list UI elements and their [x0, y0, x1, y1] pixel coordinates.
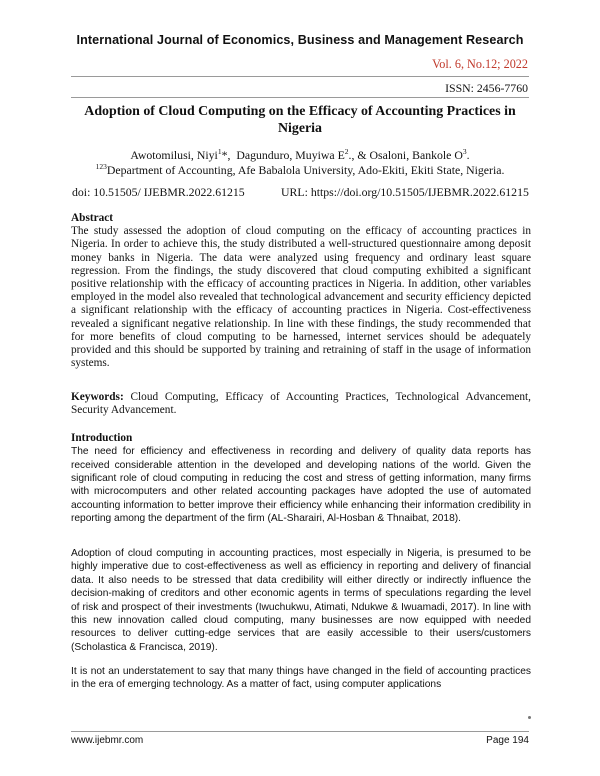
- introduction-paragraph-1: The need for efficiency and effectiveness in recording and delivery of quality data reports has received considerable attention in the developed and developing nations of the world. Given the significant role of cloud computing in reducing the cost and stress of getting information, many firms with microcomputers and other related accounting packages have adopted the use of automated accounting information to better improve their efficiency while enhancing their information credibility in reporting among the department of the firm (AL-Sharairi, Al-Hosban & Thnaibat, 2018).: [71, 446, 531, 525]
- abstract-heading: Abstract: [71, 212, 114, 224]
- introduction-paragraph-2: Adoption of cloud computing in accounting practices, most especially in Nigeria, is presumed to be highly imperative due to cost-effectiveness as well as efficiency in reporting and delivery of financial data. It also needs to be stressed that data credibility will either directly or indirectly influence the decision-making of creditors and other economic agents in terms of speculations regarding the level of risk and prospect of their investments (Iwuchukwu, Atimati, Ndukwe & Iwuamadi, 2017). In line with this new innovation called cloud computing, many businesses are now equipped with needed resources to deliver cutting-edge services that are easily accessible to their users/customers (Scholastica & Francisca, 2019).: [71, 548, 531, 653]
- doi-url-link[interactable]: URL: https://doi.org/10.51505/IJEBMR.2022.61215: [281, 185, 529, 199]
- author-3-mark: .: [466, 148, 470, 162]
- introduction-heading: Introduction: [71, 432, 133, 444]
- author-1-affil: 1: [217, 147, 222, 157]
- volume-issue: Vol. 6, No.12; 2022: [432, 57, 528, 71]
- affiliation-text: Department of Accounting, Afe Babalola University, Ado-Ekiti, Ekiti State, Nigeria.: [106, 163, 505, 177]
- issn: ISSN: 2456-7760: [445, 81, 528, 95]
- footer-divider: [71, 731, 529, 732]
- affiliation: [60, 163, 540, 177]
- author-2-mark: ., & Osaloni, Bankole O: [348, 148, 463, 162]
- website-link[interactable]: www.ijebmr.com: [71, 735, 144, 746]
- author-3-affil: 3: [462, 147, 467, 157]
- page-mark: [528, 716, 531, 719]
- doi: doi: 10.51505/ IJEBMR.2022.61215: [72, 185, 245, 199]
- keywords-text: Cloud Computing, Efficacy of Accounting Practices, Technological Advancement, Security Advancement.: [71, 391, 531, 417]
- introduction-paragraph-3: It is not an understatement to say that many things have changed in the field of accounting practices in the era of emerging technology. As a matter of fact, using computer applications: [71, 666, 531, 691]
- page-number: Page 194: [486, 735, 529, 746]
- header-divider: [71, 76, 529, 77]
- issn-divider: [71, 97, 529, 98]
- abstract-section: [71, 212, 531, 370]
- journal-name: International Journal of Economics, Business and Management Research: [76, 33, 524, 47]
- keywords-section: [71, 391, 531, 417]
- affiliation-marker: 123: [95, 162, 107, 172]
- abstract-text: The study assessed the adoption of cloud computing on the efficacy of accounting practices in Nigeria. In order to achieve this, the study distributed a well-structured questionnaire among deposit money banks in Nigeria. The data were analyzed using frequency and ordinary least square regression. From the findings, the study discovered that cloud computing exhibited a significant positive relationship with the efficacy of accounting practices in Nigeria. In addition, other variables employed in the model also revealed that technological advancement and security efficiency depicted a significant relationship with the efficacy of accounting practices in Nigeria. Cost-effectiveness revealed a significant negative relationship. In line with these findings, the study recommended that for more benefits of cloud computing to be harnessed, internet services should be adequately provided and this should be supported by training and retraining of staff in the usage of information systems.: [71, 225, 531, 370]
- author-list: [60, 148, 540, 162]
- author-1-mark: *,: [221, 148, 231, 162]
- article-title: Adoption of Cloud Computing on the Efficacy of Accounting Practices in Nigeria: [84, 104, 516, 136]
- author-2-affil: 2: [344, 147, 349, 157]
- author-2: Dagunduro, Muyiwa E: [236, 148, 345, 162]
- keywords-label: Keywords:: [71, 391, 124, 403]
- introduction-section: [71, 432, 531, 526]
- author-1: Awotomilusi, Niyi: [130, 148, 218, 162]
